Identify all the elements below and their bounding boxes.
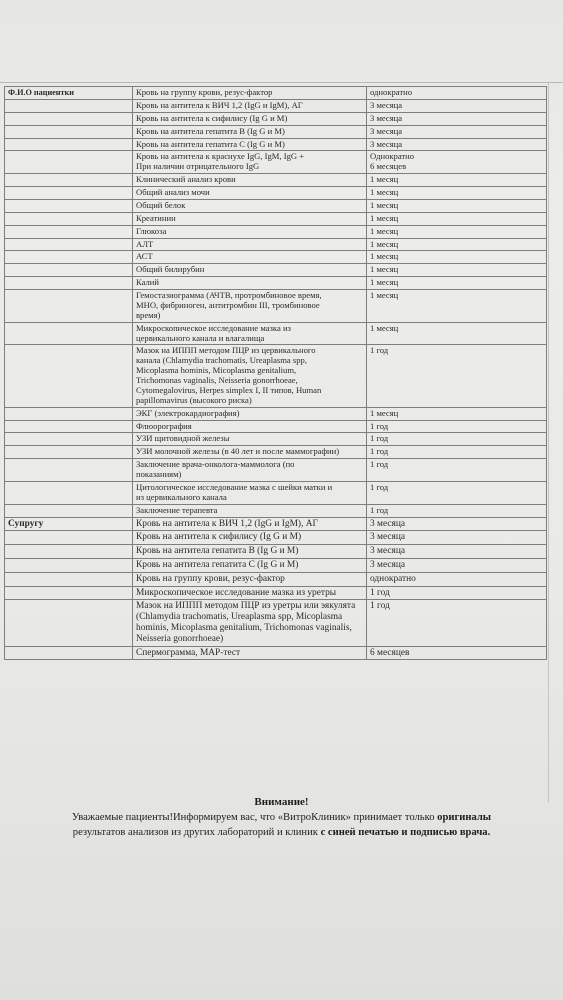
validity-line: 1 месяц (370, 187, 399, 197)
notice-line2: результатов анализов из других лабораторий и клиник (72, 827, 321, 839)
test-name (133, 420, 367, 433)
analysis-table (4, 86, 547, 660)
table-row (5, 572, 547, 586)
test-validity (367, 517, 547, 531)
section-cell (5, 433, 133, 446)
test-name (133, 290, 367, 323)
test-name-line: УЗИ щитовидной железы (136, 433, 230, 444)
table-row (5, 238, 547, 251)
validity-line: 1 год (370, 446, 389, 457)
validity-line: 1 месяц (370, 407, 399, 418)
table-row (5, 481, 547, 504)
section-cell (5, 600, 133, 646)
section-cell (5, 345, 133, 407)
test-name-line: hominis, Micoplasma genitalium, Trichomonas vaginalis, (136, 623, 352, 633)
test-name (133, 531, 367, 545)
table-row (5, 112, 547, 125)
test-validity (367, 225, 547, 238)
validity-line: 1 месяц (370, 174, 399, 185)
test-name (133, 251, 367, 264)
test-validity (367, 504, 547, 517)
notice-title: Внимание! (254, 796, 309, 808)
test-name (133, 407, 367, 420)
validity-line: 3 месяца (370, 125, 403, 136)
test-name-line: При наличии отрицательного IgG (136, 161, 260, 172)
section-cell (5, 251, 133, 264)
section-cell (5, 225, 133, 238)
test-name-line: Глюкоза (136, 225, 167, 236)
test-name-line: Кровь на антитела к ВИЧ 1,2 (IgG и IgM), АГ (136, 518, 318, 529)
table-row (5, 558, 547, 572)
test-name-line: Заключение врача-онколога-маммолога (по (136, 459, 295, 470)
table-row (5, 151, 547, 174)
section-cell (5, 572, 133, 586)
test-name (133, 459, 367, 482)
test-name-line: Кровь на антитела гепатита С (Ig G и M) (136, 138, 285, 149)
test-name-line: Мазок на ИППП методом ПЦР из уретры или эякулята (136, 601, 356, 612)
test-validity (367, 586, 547, 600)
test-name-line: (Chlamydia trachomatis, Ureaplasma spp, Micoplasma (136, 612, 343, 623)
section-cell (5, 125, 133, 138)
table-row (5, 600, 547, 646)
section-cell (5, 646, 133, 660)
table-row (5, 446, 547, 459)
section-cell (5, 420, 133, 433)
table-row (5, 459, 547, 482)
test-name-line: Общий белок (136, 199, 186, 210)
table-margin-line (548, 83, 549, 803)
section-cell (5, 138, 133, 151)
test-validity (367, 238, 547, 251)
section-cell (5, 586, 133, 600)
test-name-line: МНО, фибриноген, антитромбин III, тромбиновое (136, 299, 320, 310)
notice-block (0, 796, 563, 841)
validity-line: 1 месяц (370, 225, 399, 236)
validity-line: 1 год (370, 601, 390, 612)
validity-line: 1 год (370, 504, 389, 515)
test-name-line: Кровь на антитела к сифилису (Ig G и M) (136, 112, 288, 123)
section-cell (5, 99, 133, 112)
section-cell (5, 531, 133, 545)
section-label: Супругу (5, 517, 133, 531)
test-name-line: Кровь на антитела к сифилису (Ig G и M) (136, 532, 302, 543)
test-name (133, 212, 367, 225)
test-name (133, 151, 367, 174)
validity-line: 1 месяц (370, 238, 399, 249)
section-cell (5, 290, 133, 323)
test-name (133, 99, 367, 112)
test-name (133, 345, 367, 407)
test-name (133, 87, 367, 100)
section-cell (5, 151, 133, 174)
test-name (133, 238, 367, 251)
section-cell (5, 212, 133, 225)
test-name (133, 199, 367, 212)
test-validity (367, 531, 547, 545)
validity-line: 1 год (370, 420, 389, 431)
table-row (5, 290, 547, 323)
section-cell (5, 446, 133, 459)
validity-line: 6 месяцев (370, 161, 407, 172)
section-cell (5, 264, 133, 277)
test-name (133, 558, 367, 572)
test-validity (367, 322, 547, 345)
section-cell (5, 481, 133, 504)
table-row (5, 187, 547, 200)
test-name (133, 187, 367, 200)
test-name (133, 112, 367, 125)
test-name (133, 264, 367, 277)
test-name-line: Креатинин (136, 212, 176, 223)
section-cell (5, 199, 133, 212)
notice-emphasis-originals: оригиналы (437, 812, 492, 823)
table-row (5, 517, 547, 531)
validity-line: 3 месяца (370, 99, 403, 110)
test-name-line: Кровь на антитела к краснухе IgG, IgM, IgG + (136, 151, 305, 162)
test-name (133, 572, 367, 586)
test-name-line: АСТ (136, 251, 153, 262)
test-validity (367, 151, 547, 174)
table-row (5, 531, 547, 545)
section-cell (5, 407, 133, 420)
test-name (133, 600, 367, 646)
test-name-line: Микроскопическое исследование мазка из уретры (136, 587, 337, 598)
test-name-line: Cytomegalovirus, Herpes simplex I, II типов, Human (136, 384, 322, 395)
table-row (5, 345, 547, 407)
table-row (5, 125, 547, 138)
table-row (5, 225, 547, 238)
section-cell (5, 459, 133, 482)
validity-line: 1 год (370, 459, 389, 470)
test-validity (367, 345, 547, 407)
test-name-line: Мазок на ИППП методом ПЦР из цервикального (136, 345, 316, 356)
validity-line: однократно (370, 87, 413, 97)
section-label: Ф.И.О пациентки (5, 87, 133, 100)
page-divider (0, 82, 563, 83)
test-name-line: Кровь на антитела гепатита С (Ig G и M) (136, 559, 299, 570)
validity-line: 1 год (370, 587, 390, 598)
section-cell (5, 545, 133, 559)
validity-line: 3 месяца (370, 559, 406, 570)
test-name-line: цервикального канала и влагалища (136, 332, 265, 343)
test-name-line: Флюорография (136, 420, 192, 431)
table-row (5, 646, 547, 660)
table-row (5, 545, 547, 559)
table-row (5, 407, 547, 420)
test-name-line: Гемостазиограмма (АЧТВ, протромбиновое время, (136, 290, 322, 300)
test-name-line: АЛТ (136, 238, 154, 249)
table-row (5, 433, 547, 446)
validity-line: 1 год (370, 433, 389, 444)
test-validity (367, 125, 547, 138)
test-validity (367, 174, 547, 187)
validity-line: Однократно (370, 151, 415, 162)
test-validity (367, 600, 547, 646)
table-row (5, 174, 547, 187)
test-name (133, 545, 367, 559)
test-name (133, 586, 367, 600)
test-name-line: Кровь на антитела гепатита В (Ig G и M) (136, 546, 299, 557)
test-name-line: из цервикального канала (136, 491, 227, 502)
test-name-line: Общий анализ мочи (136, 187, 210, 197)
test-validity (367, 99, 547, 112)
test-name-line: Trichomonas vaginalis, Neisseria gonorrhoeae, (136, 375, 298, 385)
validity-line: 1 год (370, 345, 389, 356)
validity-line: 1 месяц (370, 277, 399, 288)
validity-line: 1 месяц (370, 290, 399, 300)
test-validity (367, 420, 547, 433)
test-name-line: показаниям) (136, 469, 182, 479)
section-cell (5, 558, 133, 572)
test-name-line: Кровь на антитела к ВИЧ 1,2 (IgG и IgM), АГ (136, 99, 303, 110)
test-validity (367, 558, 547, 572)
validity-line: 1 месяц (370, 264, 399, 275)
validity-line: 3 месяца (370, 112, 403, 123)
test-name-line: Кровь на группу крови, резус-фактор (136, 573, 285, 584)
table-row (5, 138, 547, 151)
notice-line1: Уважаемые пациенты!Информируем вас, что «ВитроКлиник» принимает только (71, 812, 438, 823)
test-validity (367, 481, 547, 504)
test-validity (367, 264, 547, 277)
test-name-line: УЗИ молочной железы (в 40 лет и после маммографии) (136, 446, 340, 457)
test-name (133, 446, 367, 459)
table-row (5, 87, 547, 100)
test-name-line: Кровь на антитела гепатита В (Ig G и M) (136, 125, 285, 136)
test-name (133, 481, 367, 504)
test-validity (367, 290, 547, 323)
notice-emphasis-stamp: с синей печатью и подписью врача. (320, 827, 491, 839)
test-name-line: Кровь на группу крови, резус-фактор (136, 87, 273, 97)
test-validity (367, 407, 547, 420)
test-name-line: Микроскопическое исследование мазка из (136, 322, 291, 333)
test-name-line: ЭКГ (электрокардиография) (136, 407, 240, 418)
validity-line: 1 месяц (370, 322, 399, 333)
test-name-line: papillomavirus (высокого риска) (136, 394, 252, 405)
test-name (133, 646, 367, 660)
test-validity (367, 277, 547, 290)
test-validity (367, 446, 547, 459)
section-cell (5, 277, 133, 290)
validity-line: 3 месяца (370, 518, 406, 529)
table-row (5, 264, 547, 277)
section-cell (5, 322, 133, 345)
table-row (5, 586, 547, 600)
test-name (133, 504, 367, 517)
section-cell (5, 504, 133, 517)
table-row (5, 322, 547, 345)
test-name-line: Общий билирубин (136, 264, 205, 275)
validity-line: 3 месяца (370, 138, 403, 149)
test-validity (367, 199, 547, 212)
section-cell (5, 174, 133, 187)
test-name (133, 517, 367, 531)
validity-line: 1 месяц (370, 251, 399, 262)
validity-line: 1 месяц (370, 199, 399, 210)
validity-line: 1 месяц (370, 212, 399, 223)
table-row (5, 212, 547, 225)
table-row (5, 199, 547, 212)
validity-line: 6 месяцев (370, 647, 410, 658)
test-validity (367, 212, 547, 225)
test-name (133, 174, 367, 187)
section-cell (5, 187, 133, 200)
section-cell (5, 238, 133, 251)
test-validity (367, 572, 547, 586)
table-row (5, 251, 547, 264)
table-row (5, 504, 547, 517)
test-validity (367, 251, 547, 264)
test-name (133, 322, 367, 345)
test-name-line: Заключение терапевта (136, 504, 218, 515)
test-name-line: канала (Chlamydia trachomatis, Ureaplasma spp, (136, 355, 307, 366)
test-name (133, 125, 367, 138)
test-name-line: Neisseria gonorrhoeae) (136, 633, 224, 644)
test-validity (367, 433, 547, 446)
table-row (5, 420, 547, 433)
test-name-line: Клинический анализ крови (136, 174, 236, 185)
test-name (133, 138, 367, 151)
test-validity (367, 459, 547, 482)
validity-line: 3 месяца (370, 532, 406, 543)
test-validity (367, 187, 547, 200)
test-name (133, 225, 367, 238)
test-validity (367, 545, 547, 559)
test-validity (367, 87, 547, 100)
test-validity (367, 112, 547, 125)
validity-line: однократно (370, 573, 416, 584)
table-row (5, 277, 547, 290)
test-name-line: Калий (136, 277, 159, 288)
validity-line: 1 год (370, 481, 389, 492)
test-name-line: Спермограмма, MAP-тест (136, 647, 241, 658)
test-validity (367, 138, 547, 151)
test-name (133, 433, 367, 446)
validity-line: 3 месяца (370, 546, 406, 557)
test-validity (367, 646, 547, 660)
test-name-line: Micoplasma hominis, Micoplasma genitalium, (136, 365, 297, 376)
section-cell (5, 112, 133, 125)
test-name (133, 277, 367, 290)
test-name-line: Цитологическое исследование мазка с шейки матки и (136, 481, 333, 492)
table-row (5, 99, 547, 112)
notice-text (0, 810, 563, 841)
test-name-line: время) (136, 309, 161, 320)
